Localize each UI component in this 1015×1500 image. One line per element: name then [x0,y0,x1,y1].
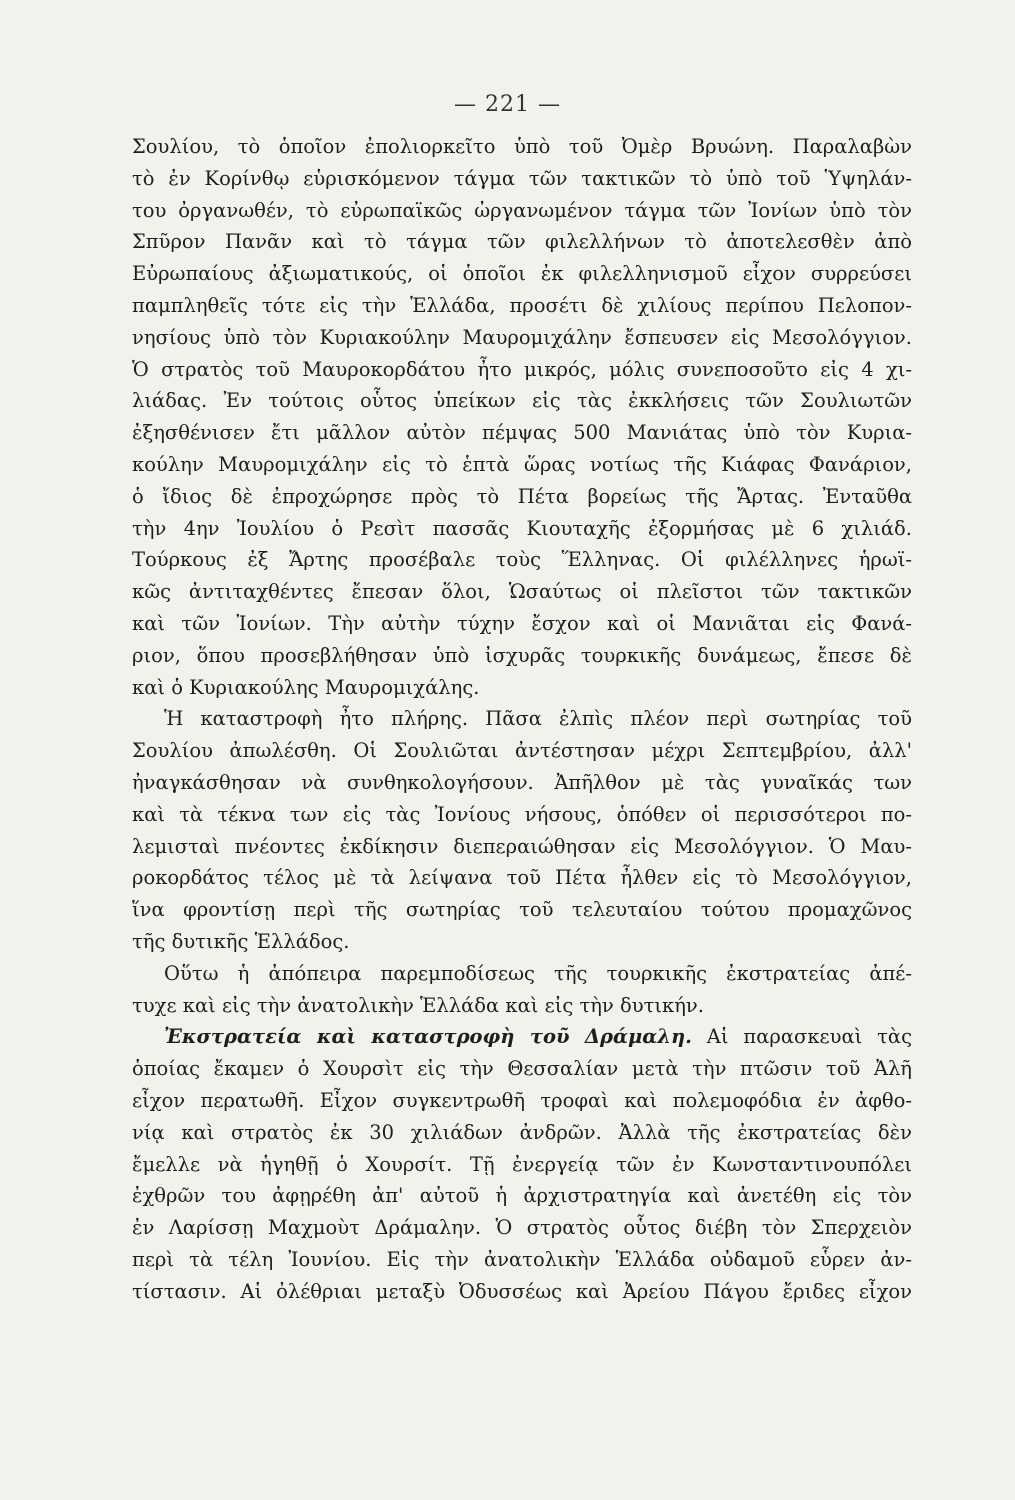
line-text: Σουλίου ἀπωλέσθη. Οἱ Σουλιῶται ἀντέστησαν μέχρι Σεπτεμβρίου, ἀλλ' [132,739,912,763]
line-text: κῶς ἀντιταχθέντες ἔπεσαν ὅλοι, Ὡσαύτως οἱ πλεῖστοι τῶν τακτικῶν [132,580,912,604]
line-text: Ἡ καταστροφὴ ἦτο πλήρης. Πᾶσα ἐλπὶς πλέον περὶ σωτηρίας τοῦ [164,707,912,731]
line-text: καὶ τῶν Ἰονίων. Τὴν αὐτὴν τύχην ἔσχον καὶ οἱ Μανιᾶται εἰς Φανά- [132,611,912,635]
line-text: τὴν 4ην Ἰουλίου ὁ Ρεσὶτ πασσᾶς Κιουταχῆς ἐξορμήσας μὲ 6 χιλιάδ. [132,516,912,540]
text-line [132,735,912,767]
line-text: ριον, ὅπου προσεβλήθησαν ὑπὸ ἰσχυρᾶς τουρκικῆς δυνάμεως, ἔπεσε δὲ [132,643,912,667]
text-line [132,163,912,195]
text-line [132,1244,912,1276]
line-text: ἠναγκάσθησαν νὰ συνθηκολογήσουν. Ἀπῆλθον μὲ τὰς γυναῖκάς των [132,770,912,794]
line-text: ὁποίας ἔκαμεν ὁ Χουρσὶτ εἰς τὴν Θεσσαλίαν μετὰ τὴν πτῶσιν τοῦ Ἀλῆ [132,1057,912,1081]
line-text: καὶ τὰ τέκνα των εἰς τὰς Ἰονίους νήσους, ὁπόθεν οἱ περισσότεροι πο- [132,802,912,826]
line-text: καὶ ὁ Κυριακούλης Μαυρομιχάλης. [132,675,480,699]
text-line [132,322,912,354]
text-line [132,608,912,640]
line-text: τῆς δυτικῆς Ἑλλάδος. [132,929,350,953]
text-line [132,354,912,386]
line-text: νίᾳ καὶ στρατὸς ἐκ 30 χιλιάδων ἀνδρῶν. Ἀλλὰ τῆς ἐκστρατείας δὲν [132,1120,912,1144]
text-line [132,862,912,894]
body-text [132,131,912,1307]
line-text: περὶ τὰ τέλη Ἰουνίου. Εἰς τὴν ἀνατολικὴν Ἑλλάδα οὐδαμοῦ εὗρεν ἀν- [132,1247,912,1271]
line-text: νησίους ὑπὸ τὸν Κυριακούλην Μαυρομιχάλην ἔσπευσεν εἰς Μεσολόγγιον. [132,325,912,349]
line-text: τυχε καὶ εἰς τὴν ἀνατολικὴν Ἑλλάδα καὶ εἰς τὴν δυτικήν. [132,993,704,1017]
line-text: παμπληθεῖς τότε εἰς τὴν Ἑλλάδα, προσέτι δὲ χιλίους περίπου Πελοπον- [132,293,912,317]
text-line [132,385,912,417]
line-text: λιάδας. Ἐν τούτοις οὗτος ὑπείκων εἰς τὰς ἐκκλήσεις τῶν Σουλιωτῶν [132,389,912,413]
text-line [132,1212,912,1244]
text-line [132,417,912,449]
text-line [132,513,912,545]
line-text: λεμισταὶ πνέοντες ἐκδίκησιν διεπεραιώθησαν εἰς Μεσολόγγιον. Ὁ Μαυ- [132,834,912,858]
text-line [132,1180,912,1212]
line-text: εἶχον περατωθῆ. Εἶχον συγκεντρωθῆ τροφαὶ καὶ πολεμοφόδια ἐν ἀφθο- [132,1088,912,1112]
text-line [132,640,912,672]
text-line [132,226,912,258]
line-text: τίστασιν. Αἱ ὀλέθριαι μεταξὺ Ὀδυσσέως καὶ Ἀρείου Πάγου ἔριδες εἶχον [132,1279,912,1303]
line-text: κούλην Μαυρομιχάλην εἰς τὸ ἑπτὰ ὥρας νοτίως τῆς Κιάφας Φανάριον, [132,452,912,476]
text-line [132,1021,912,1053]
text-line [132,1053,912,1085]
text-line [132,894,912,926]
line-text: Ὁ στρατὸς τοῦ Μαυροκορδάτου ἦτο μικρός, μόλις συνεποσοῦτο εἰς 4 χι- [132,357,912,381]
line-text: ἐχθρῶν του ἀφῃρέθη ἀπ' αὐτοῦ ἡ ἀρχιστρατηγία καὶ ἀνετέθη εἰς τὸν [132,1184,912,1208]
text-line [132,990,912,1022]
text-line [132,544,912,576]
text-line [132,926,912,958]
line-text: Τούρκους ἐξ Ἄρτης προσέβαλε τοὺς Ἕλληνας. Οἱ φιλέλληνες ἡρωϊ- [132,548,912,572]
text-line [132,576,912,608]
text-line [132,703,912,735]
text-line [132,799,912,831]
text-line [132,672,912,704]
text-line [132,767,912,799]
text-line [132,1085,912,1117]
line-text: Εὐρωπαίους ἀξιωματικούς, οἱ ὁποῖοι ἐκ φιλελληνισμοῦ εἶχον συρρεύσει [132,262,912,286]
line-text: ἐν Λαρίσσῃ Μαχμοὺτ Δράμαλην. Ὁ στρατὸς οὗτος διέβη τὸν Σπερχειὸν [132,1216,912,1240]
text-line [132,195,912,227]
text-line [132,290,912,322]
line-text: ἔμελλε νὰ ἡγηθῇ ὁ Χουρσίτ. Τῇ ἐνεργείᾳ τῶν ἐν Κωνσταντινουπόλει [132,1152,912,1176]
page-number: — 221 — [454,92,561,117]
text-line [132,958,912,990]
line-text: Αἱ παρασκευαὶ τὰς [691,1025,912,1049]
text-line [132,831,912,863]
text-line [132,1276,912,1308]
line-text: ἐξησθένισεν ἔτι μᾶλλον αὐτὸν πέμψας 500 Μανιάτας ὑπὸ τὸν Κυρια- [132,421,912,445]
line-text: ὁ ἴδιος δὲ ἐπροχώρησε πρὸς τὸ Πέτα βορείως τῆς Ἄρτας. Ἐνταῦθα [132,484,912,508]
text-line [132,481,912,513]
text-line [132,258,912,290]
line-text: Οὕτω ἡ ἀπόπειρα παρεμποδίσεως τῆς τουρκικῆς ἐκστρατείας ἀπέ- [164,961,912,985]
line-text: Σπῦρον Πανᾶν καὶ τὸ τάγμα τῶν φιλελλήνων τὸ ἀποτελεσθὲν ἀπὸ [132,230,912,254]
line-text: ἵνα φροντίσῃ περὶ τῆς σωτηρίας τοῦ τελευταίου τούτου προμαχῶνος [132,898,912,922]
text-line [132,131,912,163]
text-line [132,449,912,481]
text-line [132,1149,912,1181]
section-heading: Ἐκστρατεία καὶ καταστροφὴ τοῦ Δράμαλη. [164,1025,692,1049]
line-text: Σουλίου, τὸ ὁποῖον ἐπολιορκεῖτο ὑπὸ τοῦ Ὀμὲρ Βρυώνη. Παραλαβὼν [132,135,912,158]
line-text: του ὀργανωθέν, τὸ εὐρωπαϊκῶς ὠργανωμένον τάγμα τῶν Ἰονίων ὑπὸ τὸν [132,198,912,222]
line-text: ροκορδάτος τέλος μὲ τὰ λείψανα τοῦ Πέτα ἦλθεν εἰς τὸ Μεσολόγγιον, [132,866,912,890]
text-line [132,1117,912,1149]
line-text: τὸ ἐν Κορίνθῳ εὑρισκόμενον τάγμα τῶν τακτικῶν τὸ ὑπὸ τοῦ Ὑψηλάν- [132,166,912,190]
